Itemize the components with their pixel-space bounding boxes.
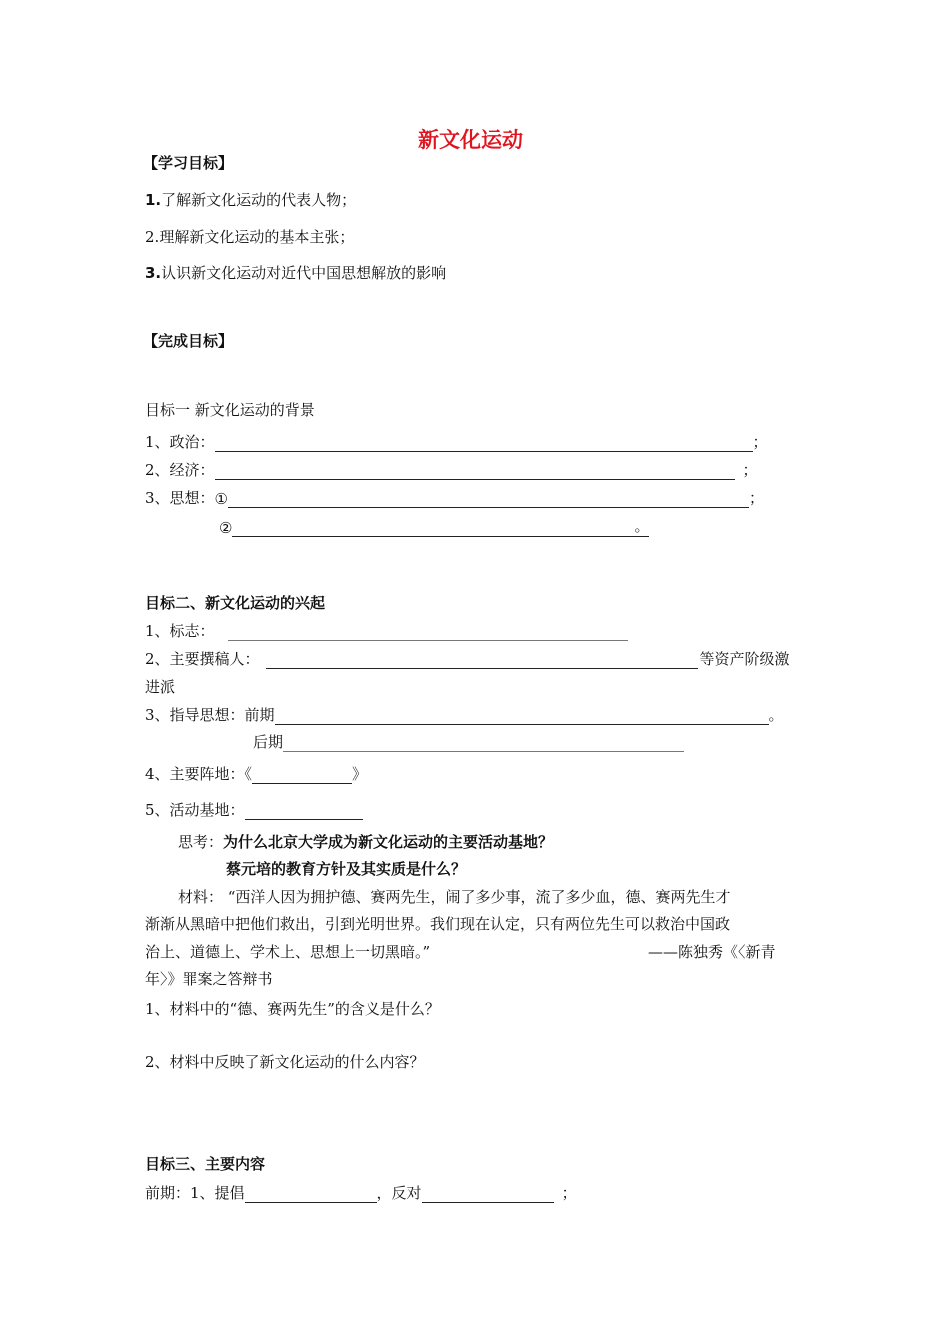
writers-suffix: 等资产阶级激 [699,650,790,668]
material-line-4: 年〉》罪案之答辩书 [145,970,273,988]
goal3-heading: 目标三、主要内容 [145,1155,266,1173]
base-label: 4、主要阵地：《 [145,765,253,783]
sign-blank[interactable] [228,624,628,641]
semicolon: ； [752,433,768,451]
guide-later-blank[interactable] [283,735,684,752]
complete-goals-heading: 【完成目标】 [143,332,234,350]
guide-later-label: 后期 [253,733,284,751]
semicolon: ； [749,489,765,507]
goal-text: 理解新文化运动的基本主张； [159,228,355,246]
end-mark: ； [561,1184,577,1202]
period-mark: 。 [634,517,650,535]
early-label: 前期：1、提倡 [145,1184,245,1202]
base-close: 》 [352,765,368,783]
thought-label: 3、思想： [145,489,215,507]
politics-blank[interactable] [215,435,753,452]
mark-1: ① [214,490,228,508]
goal3-early-row [145,1182,577,1203]
learning-goals-heading: 【学习目标】 [143,154,234,172]
goal2-venue-row [145,799,363,820]
think-row [178,831,553,852]
oppose-blank[interactable] [422,1186,554,1203]
writers-suffix-2: 进派 [145,678,176,696]
economy-blank[interactable] [215,463,735,480]
material-line-2: 渐渐从黑暗中把他们救出，引到光明世界。我们现在认定，只有两位先生可以救治中国政 [145,915,731,933]
goal-text: 了解新文化运动的代表人物； [161,191,357,209]
goal1-heading: 目标一 新文化运动的背景 [145,401,315,419]
goal2-guide-row [145,704,784,725]
goal-number: 2. [145,228,160,246]
material-question-1: 1、材料中的“德、赛两先生”的含义是什么？ [145,1000,440,1018]
advocate-blank[interactable] [245,1186,377,1203]
material-source: ——陈独秀《〈新青 [648,943,776,961]
goal2-heading: 目标二、新文化运动的兴起 [145,594,326,612]
venue-blank[interactable] [245,803,363,820]
goal-number: 3. [145,264,162,282]
goal2-guide-later-row [253,731,684,752]
goal2-writers-row [145,648,790,669]
goal-text: 认识新文化运动对近代中国思想解放的影响 [161,264,447,282]
base-blank[interactable] [252,767,352,784]
learning-goal-2 [145,226,354,247]
material-question-2: 2、材料中反映了新文化运动的什么内容？ [145,1053,425,1071]
writers-label: 2、主要撰稿人： [145,650,260,668]
goal1-thought-row-2 [219,515,649,537]
goal2-sign-row [145,620,628,641]
thought-blank-2[interactable] [232,520,634,537]
oppose-label: ，反对 [376,1184,422,1202]
think-question-1: 为什么北京大学成为新文化运动的主要活动基地？ [223,833,554,851]
learning-goal-3 [145,262,446,283]
goal-number: 1. [145,191,162,209]
think-question-2: 蔡元培的教育方针及其实质是什么？ [226,860,467,878]
thought-blank-1[interactable] [228,491,749,508]
mark-2: ② [219,519,233,537]
sign-label: 1、标志： [145,622,215,640]
guide-early-blank[interactable] [275,708,769,725]
guide-label: 3、指导思想：前期 [145,706,275,724]
economy-label: 2、经济： [145,461,215,479]
guide-period: 。 [768,706,784,724]
goal1-politics-row [145,431,768,452]
goal1-economy-row [145,459,758,480]
venue-label: 5、活动基地： [145,801,245,819]
material-line-1: 材料： “西洋人因为拥护德、赛两先生，闹了多少事，流了多少血，德、赛两先生才 [178,888,731,906]
goal1-thought-row [145,487,764,508]
writers-blank[interactable] [266,652,698,669]
semicolon: ； [742,461,758,479]
material-line-3: 治上、道德上、学术上、思想上一切黑暗。” [145,943,431,961]
goal2-base-row [145,763,367,784]
politics-label: 1、政治： [145,433,215,451]
think-label: 思考： [178,833,224,851]
page-title: 新文化运动 [418,128,523,152]
learning-goal-1 [145,189,356,210]
